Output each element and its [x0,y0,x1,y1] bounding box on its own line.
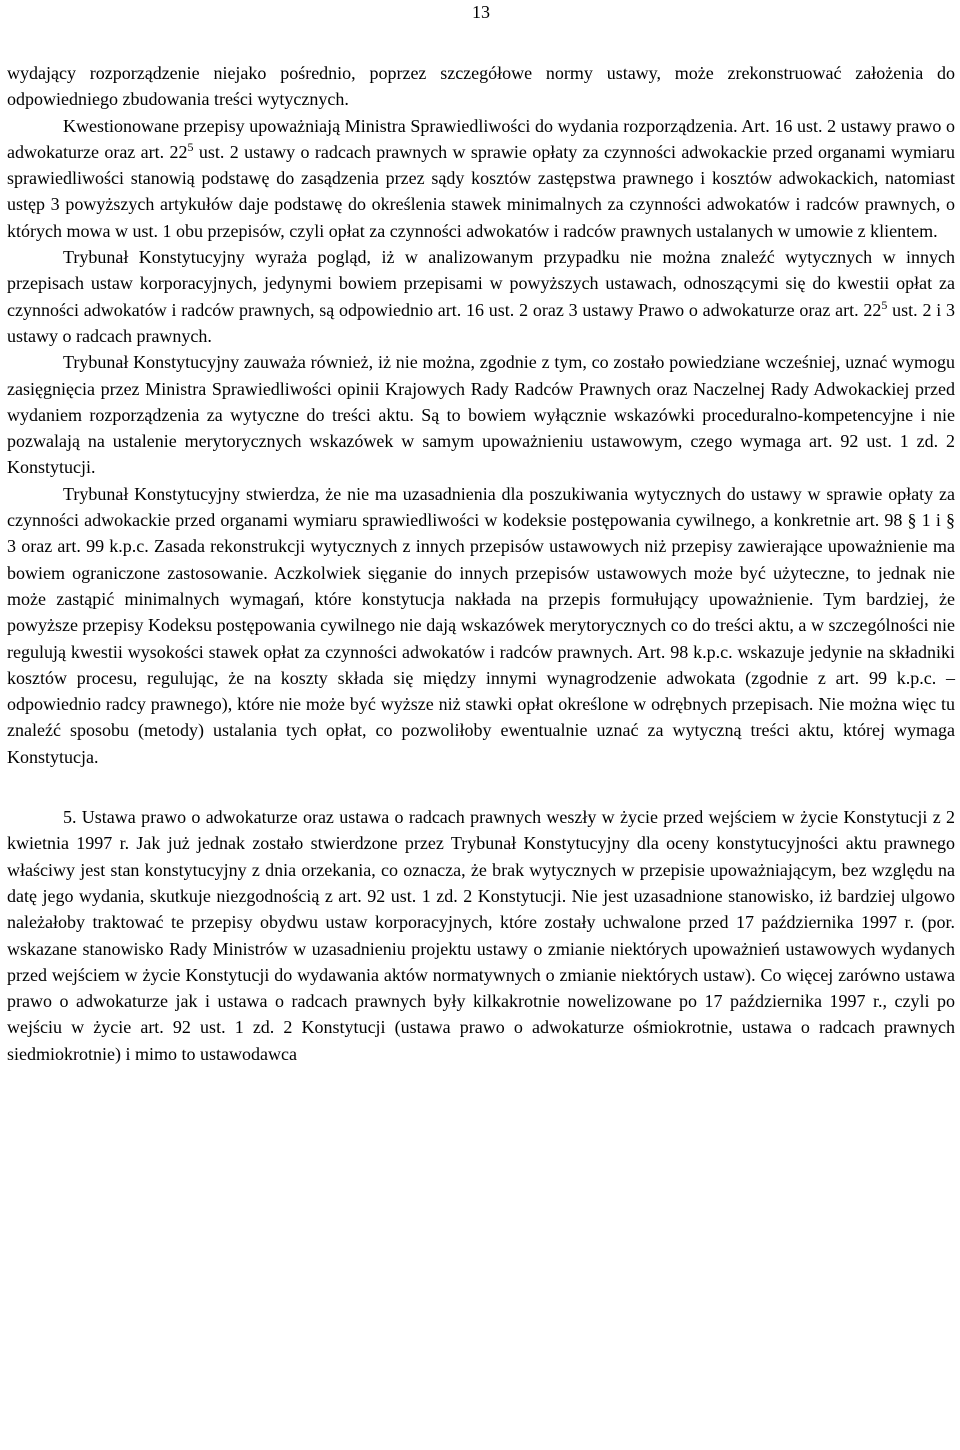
paragraph-spacer [7,770,955,804]
paragraph-text: ust. 2 i 3 ustawy o radcach prawnych. [7,299,955,346]
superscript: 5 [187,139,194,154]
document-body [7,60,955,1067]
paragraph-delegation-provisions [7,113,955,244]
paragraph-text: ust. 2 ustawy o radcach prawnych w sprawie opłaty za czynności adwokackie przed organami wymiaru sprawiedliwości stanowią podstawę do zasądzenia przez sądy kosztów zastępstwa prawnego i kosztów adwokackich, natomiast ustęp 3 powyższych artykułów daje podstawę do określenia stawek minimalnych za czynności adwokatów i radców prawnych, o których mowa w ust. 1 obu przepisów, czyli opłat za czynności adwokatów i radców prawnych ustalanych w umowie z klientem. [7,141,955,241]
paragraph-tribunal-view [7,244,955,349]
paragraph-text: Trybunał Konstytucyjny wyraża pogląd, iż w analizowanym przypadku nie można znaleźć wytycznych w innych przepisach ustaw korporacyjnych, jedynymi bowiem przepisami w powyższych ustawach, odnoszącymi się do kwestii opłat za czynności adwokatów i radców prawnych, są odpowiednio art. 16 ust. 2 oraz 3 ustawy Prawo o adwokaturze oraz art. 22 [7,247,955,320]
paragraph-text: Kwestionowane przepisy upoważniają Ministra Sprawiedliwości do wydania rozporządzenia. Art. 16 ust. 2 ustawy prawo o adwokaturze oraz art. 22 [7,115,955,162]
paragraph-tribunal-notes: Trybunał Konstytucyjny zauważa również, iż nie można, zgodnie z tym, co zostało powiedziane wcześniej, uznać wymogu zasięgnięcia przez Ministra Sprawiedliwości opinii Krajowych Rady Radców Prawnych oraz Naczelnej Rady Adwokackiej przed wydaniem rozporządzenia za wytyczne do treści aktu. Są to bowiem wyłącznie wskazówki proceduralno-kompetencyjne i nie pozwalają na ustalenie merytorycznych wskazówek w samym upoważnieniu ustawowym, czego wymaga art. 92 ust. 1 zd. 2 Konstytucji. [7,352,955,478]
paragraph-section-5: 5. Ustawa prawo o adwokaturze oraz ustawa o radcach prawnych weszły w życie przed wejściem w życie Konstytucji z 2 kwietnia 1997 r. Jak już jednak zostało stwierdzone przez Trybunał Konstytucyjny dla oceny konstytucyjności aktu prawnego właściwy jest stan konstytucyjny z dnia orzekania, co oznacza, że brak wytycznych w przepisie upoważniającym, bez względu na datę jego wydania, skutkuje niezgodnością z art. 92 ust. 1 zd. 2 Konstytucji. Nie jest uzasadnione stanowisko, iż bardziej ulgowo należałoby traktować te przepisy obydwu ustaw korporacyjnych, które zostały uchwalone przed 17 października 1997 r. (por. wskazane stanowisko Rady Ministrów w uzasadnieniu projektu ustawy o zmianie niektórych upoważnień ustawowych wydanych przed wejściem w życie Konstytucji do wydawania aktów normatywnych o zmianie niektórych ustaw). Co więcej zarówno ustawa prawo o adwokaturze jak i ustawa o radcach prawnych były kilkakrotnie nowelizowane po 17 października 1997 r., czyli po wejściu w życie art. 92 ust. 1 zd. 2 Konstytucji (ustawa prawo o adwokaturze ośmiokrotnie, ustawa o radcach prawnych siedmiokrotnie) i mimo to ustawodawca [7,807,955,1064]
paragraph-tribunal-finds: Trybunał Konstytucyjny stwierdza, że nie ma uzasadnienia dla poszukiwania wytycznych do ustawy w sprawie opłaty za czynności adwokackie przed organami wymiaru sprawiedliwości w kodeksie postępowania cywilnego, a konkretnie art. 98 § 1 i § 3 oraz art. 99 k.p.c. Zasada rekonstrukcji wytycznych z innych przepisów ustawowych niż przepisy zawierające upoważnienie ma bowiem ograniczone zastosowanie. Aczkolwiek sięganie do innych przepisów ustawowych może być użyteczne, to jednak nie może zastąpić minimalnych wymagań, które konstytucja nakłada na przepis formułujący upoważnienie. Tym bardziej, że powyższe przepisy Kodeksu postępowania cywilnego nie dają wskazówek merytorycznych co do treści aktu, a w szczególności nie regulują kwestii wysokości stawek opłat za czynności adwokatów i radców prawnych. Art. 98 k.p.c. wskazuje jedynie na składniki kosztów procesu, regulując, że na koszty składa się między innymi wynagrodzenie adwokata (zgodnie z art. 99 k.p.c. – odpowiednio radcy prawnego), które nie może być wyższe niż stawki opłat określone w odrębnych przepisach. Nie można więc tu znaleźć sposobu (metody) ustalania tych opłat, co pozwoliłoby ewentualnie uznać za wytyczną treści aktu, której wymaga Konstytucja. [7,483,955,767]
superscript: 5 [881,297,888,312]
page-number: 13 [472,2,490,22]
paragraph-continuation: wydający rozporządzenie niejako pośrednio, poprzez szczegółowe normy ustawy, może zrekonstruować założenia do odpowiedniego zbudowania treści wytycznych. [7,63,955,110]
